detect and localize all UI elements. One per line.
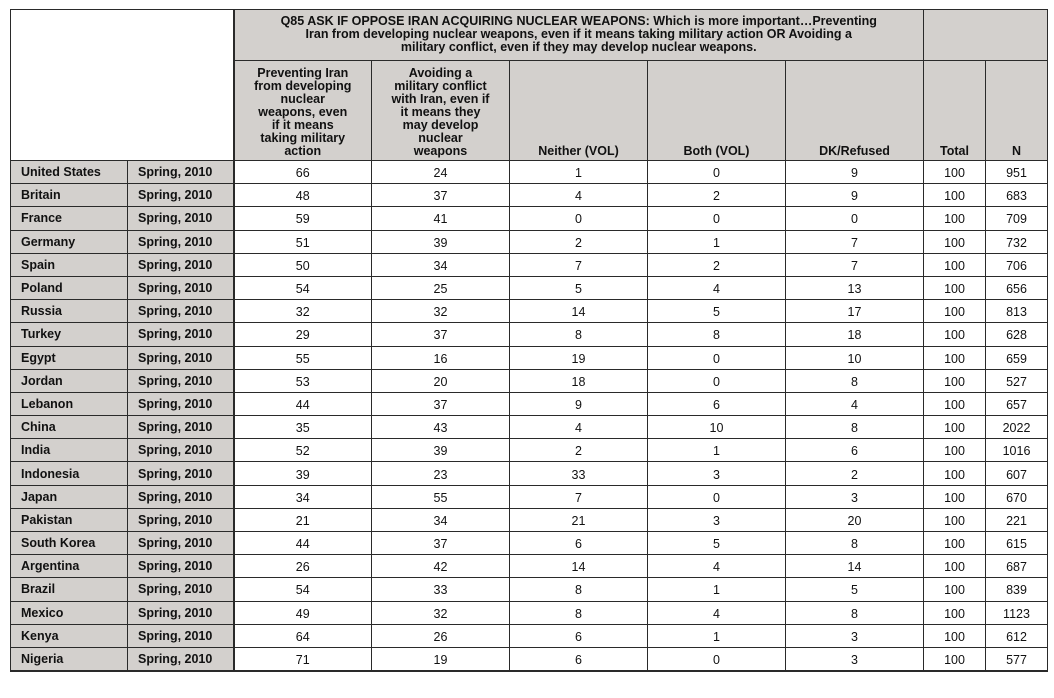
col-n-header [986,61,1048,161]
col-neither-cell: 6 [510,647,648,671]
col-neither-cell: 8 [510,323,648,346]
col-neither-cell: 7 [510,485,648,508]
country-cell: Russia [11,300,128,323]
survey-wave-cell: Spring, 2010 [128,532,234,555]
col-n-cell: 839 [986,578,1048,601]
col-avoiding-cell: 25 [372,276,510,299]
country-cell: Nigeria [11,647,128,671]
col-n-cell: 221 [986,508,1048,531]
col-avoiding-cell: 20 [372,369,510,392]
col-n-cell: 607 [986,462,1048,485]
survey-wave-cell: Spring, 2010 [128,253,234,276]
survey-wave-cell: Spring, 2010 [128,485,234,508]
table-row [11,207,1048,230]
col-neither-cell: 14 [510,300,648,323]
country-cell: Kenya [11,624,128,647]
col-avoiding-cell: 39 [372,439,510,462]
col-n-cell: 706 [986,253,1048,276]
corner-cell [11,10,234,161]
col-total-cell: 100 [924,300,986,323]
col-both-cell: 2 [648,184,786,207]
col-dk-refused-cell: 20 [786,508,924,531]
col-total-cell: 100 [924,253,986,276]
column-header-line: may develop [402,118,479,132]
col-preventing-header [234,61,372,161]
table-row [11,555,1048,578]
col-preventing-cell: 34 [234,485,372,508]
column-header-line: taking military [260,131,346,145]
country-cell: Brazil [11,578,128,601]
col-avoiding-cell: 33 [372,578,510,601]
survey-wave-cell: Spring, 2010 [128,230,234,253]
col-neither-cell: 6 [510,532,648,555]
country-cell: Indonesia [11,462,128,485]
col-dk-refused-cell: 3 [786,485,924,508]
column-header-line: weapons, even [258,105,348,119]
col-dk-refused-cell: 3 [786,624,924,647]
survey-wave-cell: Spring, 2010 [128,578,234,601]
col-total-cell: 100 [924,323,986,346]
col-dk-refused-cell: 5 [786,578,924,601]
col-preventing-cell: 49 [234,601,372,624]
col-n-cell: 1016 [986,439,1048,462]
country-cell: Mexico [11,601,128,624]
col-both-cell: 1 [648,230,786,253]
col-total-cell: 100 [924,230,986,253]
col-avoiding-cell: 55 [372,485,510,508]
col-dk-refused-cell: 14 [786,555,924,578]
survey-wave-cell: Spring, 2010 [128,647,234,671]
col-avoiding-cell: 37 [372,323,510,346]
col-preventing-cell: 44 [234,392,372,415]
col-avoiding-cell: 32 [372,601,510,624]
col-total-cell: 100 [924,601,986,624]
col-both-cell: 0 [648,647,786,671]
col-total-cell: 100 [924,207,986,230]
col-dk-refused-cell: 3 [786,647,924,671]
country-cell: China [11,416,128,439]
survey-wave-cell: Spring, 2010 [128,161,234,184]
col-preventing-cell: 55 [234,346,372,369]
survey-wave-cell: Spring, 2010 [128,601,234,624]
col-n-cell: 659 [986,346,1048,369]
table-row [11,369,1048,392]
country-cell: Pakistan [11,508,128,531]
question-line: Q85 ASK IF OPPOSE IRAN ACQUIRING NUCLEAR WEAPONS: Which is more important…Preventing [280,14,877,28]
col-avoiding-cell: 34 [372,508,510,531]
country-cell: Turkey [11,323,128,346]
col-preventing-cell: 26 [234,555,372,578]
column-header-line: Neither (VOL) [538,144,619,158]
country-cell: Germany [11,230,128,253]
col-preventing-cell: 54 [234,578,372,601]
col-dk-refused-header [786,61,924,161]
col-total-cell: 100 [924,369,986,392]
table-row [11,300,1048,323]
col-both-cell: 0 [648,346,786,369]
col-both-cell: 2 [648,253,786,276]
col-total-cell: 100 [924,439,986,462]
col-preventing-cell: 50 [234,253,372,276]
col-preventing-cell: 71 [234,647,372,671]
col-total-cell: 100 [924,647,986,671]
table-row [11,485,1048,508]
col-avoiding-cell: 42 [372,555,510,578]
survey-wave-cell: Spring, 2010 [128,508,234,531]
col-both-cell: 0 [648,485,786,508]
column-header-line: Avoiding a [408,66,473,80]
col-dk-refused-cell: 18 [786,323,924,346]
col-n-cell: 670 [986,485,1048,508]
table-row [11,416,1048,439]
col-both-cell: 5 [648,532,786,555]
col-avoiding-cell: 16 [372,346,510,369]
column-header-line: it means they [400,105,481,119]
survey-wave-cell: Spring, 2010 [128,392,234,415]
col-neither-cell: 0 [510,207,648,230]
column-header-line: weapons [413,144,468,158]
col-preventing-cell: 48 [234,184,372,207]
col-preventing-cell: 59 [234,207,372,230]
country-cell: Jordan [11,369,128,392]
col-neither-cell: 2 [510,230,648,253]
table-row [11,230,1048,253]
table-row [11,508,1048,531]
table-row [11,346,1048,369]
col-dk-refused-cell: 9 [786,184,924,207]
col-total-cell: 100 [924,276,986,299]
col-both-cell: 10 [648,416,786,439]
col-dk-refused-cell: 8 [786,532,924,555]
col-total-cell: 100 [924,346,986,369]
table-row [11,392,1048,415]
col-total-cell: 100 [924,624,986,647]
table-row [11,624,1048,647]
survey-wave-cell: Spring, 2010 [128,300,234,323]
col-neither-cell: 33 [510,462,648,485]
col-neither-cell: 6 [510,624,648,647]
country-cell: Spain [11,253,128,276]
col-neither-cell: 8 [510,578,648,601]
col-dk-refused-cell: 0 [786,207,924,230]
col-n-cell: 615 [986,532,1048,555]
col-both-cell: 4 [648,555,786,578]
col-both-header [648,61,786,161]
column-header-line: from developing [254,79,352,93]
col-n-cell: 813 [986,300,1048,323]
col-avoiding-header [372,61,510,161]
country-cell: United States [11,161,128,184]
survey-wave-cell: Spring, 2010 [128,439,234,462]
col-dk-refused-cell: 8 [786,416,924,439]
table-body [11,161,1048,672]
table-row [11,184,1048,207]
col-preventing-cell: 51 [234,230,372,253]
country-cell: Poland [11,276,128,299]
col-avoiding-cell: 37 [372,392,510,415]
col-neither-cell: 5 [510,276,648,299]
col-neither-cell: 9 [510,392,648,415]
column-header-line: with Iran, even if [391,92,490,106]
country-cell: Lebanon [11,392,128,415]
question-header-blank [924,10,1048,61]
col-total-cell: 100 [924,161,986,184]
col-n-cell: 577 [986,647,1048,671]
col-preventing-cell: 52 [234,439,372,462]
col-neither-cell: 18 [510,369,648,392]
col-avoiding-cell: 37 [372,532,510,555]
col-preventing-cell: 35 [234,416,372,439]
table-row [11,532,1048,555]
column-header-line: Both (VOL) [683,144,750,158]
col-both-cell: 4 [648,601,786,624]
col-n-cell: 628 [986,323,1048,346]
table-row [11,276,1048,299]
country-cell: South Korea [11,532,128,555]
col-dk-refused-cell: 10 [786,346,924,369]
col-dk-refused-cell: 8 [786,369,924,392]
table-row [11,647,1048,671]
col-both-cell: 1 [648,578,786,601]
survey-wave-cell: Spring, 2010 [128,462,234,485]
table-row [11,601,1048,624]
table-row [11,578,1048,601]
col-avoiding-cell: 37 [372,184,510,207]
col-neither-cell: 21 [510,508,648,531]
col-dk-refused-cell: 9 [786,161,924,184]
col-neither-cell: 8 [510,601,648,624]
column-header-line: Total [940,144,969,158]
col-both-cell: 1 [648,439,786,462]
col-both-cell: 0 [648,207,786,230]
question-line: Iran from developing nuclear weapons, even if it means taking military action OR Avoiding a [305,27,852,41]
col-dk-refused-cell: 13 [786,276,924,299]
column-header-line: N [1011,144,1022,158]
col-n-cell: 1123 [986,601,1048,624]
col-neither-cell: 2 [510,439,648,462]
col-total-cell: 100 [924,555,986,578]
col-neither-header [510,61,648,161]
col-preventing-cell: 64 [234,624,372,647]
column-header-line: military conflict [394,79,487,93]
col-both-cell: 5 [648,300,786,323]
survey-wave-cell: Spring, 2010 [128,346,234,369]
survey-wave-cell: Spring, 2010 [128,207,234,230]
col-total-header [924,61,986,161]
col-avoiding-cell: 43 [372,416,510,439]
col-neither-cell: 19 [510,346,648,369]
country-cell: Argentina [11,555,128,578]
column-header-line: nuclear [418,131,463,145]
survey-wave-cell: Spring, 2010 [128,184,234,207]
survey-table [10,9,1048,672]
col-dk-refused-cell: 2 [786,462,924,485]
survey-wave-cell: Spring, 2010 [128,369,234,392]
survey-wave-cell: Spring, 2010 [128,276,234,299]
col-both-cell: 3 [648,508,786,531]
col-dk-refused-cell: 6 [786,439,924,462]
col-total-cell: 100 [924,508,986,531]
col-avoiding-cell: 19 [372,647,510,671]
col-neither-cell: 14 [510,555,648,578]
col-neither-cell: 4 [510,184,648,207]
col-avoiding-cell: 26 [372,624,510,647]
question-line: military conflict, even if they may develop nuclear weapons. [400,40,757,54]
col-dk-refused-cell: 17 [786,300,924,323]
col-preventing-cell: 44 [234,532,372,555]
country-cell: Egypt [11,346,128,369]
col-preventing-cell: 66 [234,161,372,184]
country-cell: France [11,207,128,230]
column-header-line: if it means [271,118,334,132]
col-both-cell: 4 [648,276,786,299]
question-header [234,10,924,61]
col-preventing-cell: 32 [234,300,372,323]
col-both-cell: 3 [648,462,786,485]
survey-wave-cell: Spring, 2010 [128,323,234,346]
col-both-cell: 6 [648,392,786,415]
col-both-cell: 0 [648,369,786,392]
col-preventing-cell: 54 [234,276,372,299]
country-cell: Britain [11,184,128,207]
col-total-cell: 100 [924,485,986,508]
table-row [11,462,1048,485]
question-row [11,10,1048,61]
col-preventing-cell: 39 [234,462,372,485]
col-both-cell: 8 [648,323,786,346]
survey-wave-cell: Spring, 2010 [128,624,234,647]
col-n-cell: 612 [986,624,1048,647]
col-avoiding-cell: 34 [372,253,510,276]
col-dk-refused-cell: 7 [786,230,924,253]
col-both-cell: 1 [648,624,786,647]
col-total-cell: 100 [924,532,986,555]
col-avoiding-cell: 32 [372,300,510,323]
col-n-cell: 657 [986,392,1048,415]
col-n-cell: 687 [986,555,1048,578]
column-header-line: DK/Refused [819,144,890,158]
col-avoiding-cell: 39 [372,230,510,253]
column-header-line: nuclear [280,92,325,106]
col-total-cell: 100 [924,392,986,415]
col-n-cell: 2022 [986,416,1048,439]
table-row [11,161,1048,184]
col-total-cell: 100 [924,184,986,207]
col-total-cell: 100 [924,416,986,439]
survey-table-container [10,9,1048,672]
survey-wave-cell: Spring, 2010 [128,555,234,578]
col-n-cell: 732 [986,230,1048,253]
survey-wave-cell: Spring, 2010 [128,416,234,439]
col-avoiding-cell: 41 [372,207,510,230]
col-dk-refused-cell: 4 [786,392,924,415]
column-header-line: Preventing Iran [257,66,349,80]
col-dk-refused-cell: 7 [786,253,924,276]
col-neither-cell: 1 [510,161,648,184]
col-preventing-cell: 29 [234,323,372,346]
col-dk-refused-cell: 8 [786,601,924,624]
table-row [11,439,1048,462]
col-n-cell: 709 [986,207,1048,230]
col-n-cell: 527 [986,369,1048,392]
col-neither-cell: 7 [510,253,648,276]
column-header-line: action [284,144,322,158]
col-total-cell: 100 [924,462,986,485]
col-preventing-cell: 21 [234,508,372,531]
col-n-cell: 656 [986,276,1048,299]
table-row [11,323,1048,346]
col-both-cell: 0 [648,161,786,184]
country-cell: Japan [11,485,128,508]
country-cell: India [11,439,128,462]
col-preventing-cell: 53 [234,369,372,392]
col-n-cell: 683 [986,184,1048,207]
col-total-cell: 100 [924,578,986,601]
col-n-cell: 951 [986,161,1048,184]
table-row [11,253,1048,276]
col-neither-cell: 4 [510,416,648,439]
col-avoiding-cell: 23 [372,462,510,485]
col-avoiding-cell: 24 [372,161,510,184]
